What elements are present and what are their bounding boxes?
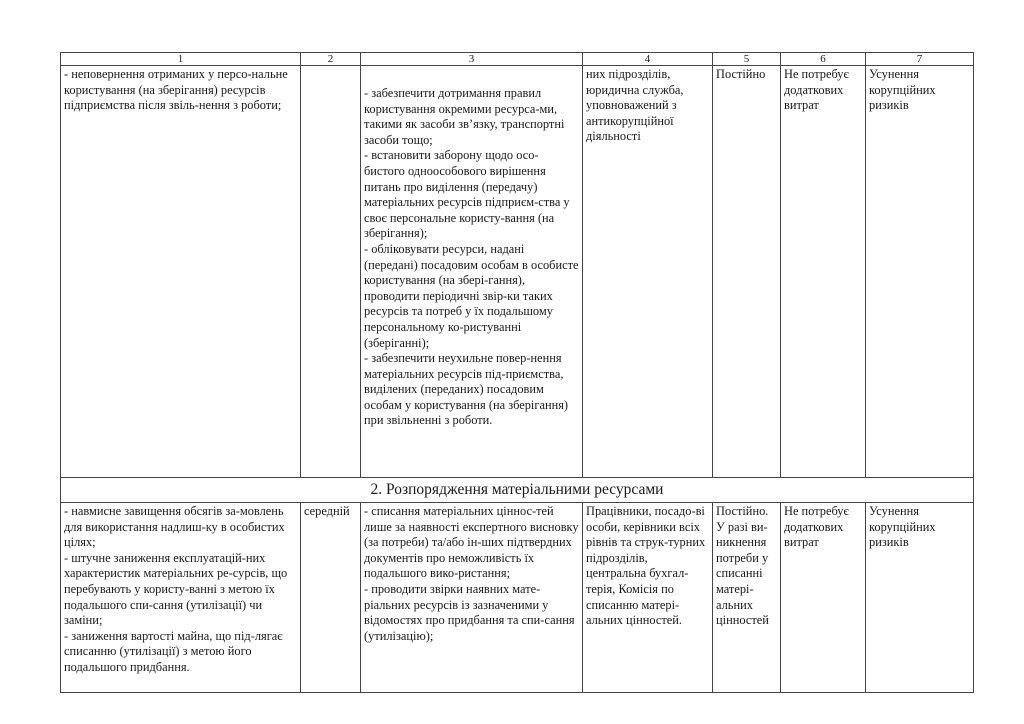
result-cell: Усунення корупційних ризиків: [866, 503, 974, 693]
measure-item: - забезпечити неухильне повер-нення матеріальних ресурсів під-приємства, виділених (переданих) посадовим особам у користування (на зберігання) при звільненні з роботи.: [364, 351, 569, 428]
header-col-6: 6: [781, 53, 866, 66]
resources-cell: Не потребує додаткових витрат: [781, 66, 866, 478]
measure-item: - встановити заборону щодо осо-бистого одноособового вирішення питань про виділення (передачу) матеріальних ресурсів підприєм-ства у своє персональне користу-вання (на зберігання);: [364, 148, 570, 241]
responsible-cell: Працівники, посадо-ві особи, керівники всіх рівнів та струк-турних підрозділів, центральна бухгал-терія, Комісія по списанню матері-альних цінностей.: [583, 503, 713, 693]
header-col-5: 5: [713, 53, 781, 66]
header-col-3: 3: [361, 53, 583, 66]
table-row: [61, 503, 974, 693]
term-cell: Постійно. У разі ви-никнення потреби у списанні матері-альних цінностей: [713, 503, 781, 693]
header-col-1: 1: [61, 53, 301, 66]
header-col-2: 2: [301, 53, 361, 66]
section-title: 2. Розпорядження матеріальними ресурсами: [61, 478, 974, 503]
risk-text: - неповернення отриманих у персо-нальне користування (на зберігання) ресурсів підприємства після звіль-нення з роботи;: [64, 67, 288, 113]
measures-table: [60, 52, 974, 693]
measure-item: - забезпечити дотримання правил користування окремими ресурса-ми, такими як засоби зв’язку, транспортні засоби тощо;: [364, 86, 565, 147]
term-cell: Постійно: [713, 66, 781, 478]
measure-item: - обліковувати ресурси, надані (передані) посадовим особам в особисте користування (на збері-гання), проводити періодичні звір-ки таких ресурсів та потреб у їх подальшому персональному ко-ристуванні (зберіганні);: [364, 241, 579, 350]
measure-item: - проводити звірки наявних мате-ріальних ресурсів із зазначеними у відомостях про придбання та спи-сання (утилізацію);: [364, 581, 575, 643]
level-cell: [301, 66, 361, 478]
header-col-4: 4: [583, 53, 713, 66]
section-row: [61, 478, 974, 503]
measures-cell: [361, 66, 583, 478]
measure-item: - списання матеріальних ціннос-тей лише за наявності експертного висновку (за потреби) та/або ін-ших підтвердних документів про неможливість їх подальшого вико-ристання;: [364, 504, 579, 581]
measures-cell: [361, 503, 583, 693]
level-cell: середній: [301, 503, 361, 693]
risk-item: - штучне заниження експлуатацій-них характеристик матеріальних ре-сурсів, що перебувають у користу-ванні з метою їх подальшого спи-сання (утилізації) чи заміни;: [64, 550, 288, 628]
header-col-7: 7: [866, 53, 974, 66]
risk-cell: [61, 503, 301, 693]
resources-cell: Не потребує додаткових витрат: [781, 503, 866, 693]
header-row: [61, 53, 974, 66]
risk-cell: [61, 66, 301, 478]
responsible-cell: них підрозділів, юридична служба, уповноважений з антикорупційної діяльності: [583, 66, 713, 478]
result-cell: Усунення корупційних ризиків: [866, 66, 974, 478]
table-row: [61, 66, 974, 478]
risk-item: - навмисне завищення обсягів за-мовлень для використання надлиш-ку в особистих цілях;: [64, 504, 285, 550]
risk-item: - заниження вартості майна, що під-лягає списанню (утилізації) з метою його подальшого придбання.: [64, 628, 283, 674]
